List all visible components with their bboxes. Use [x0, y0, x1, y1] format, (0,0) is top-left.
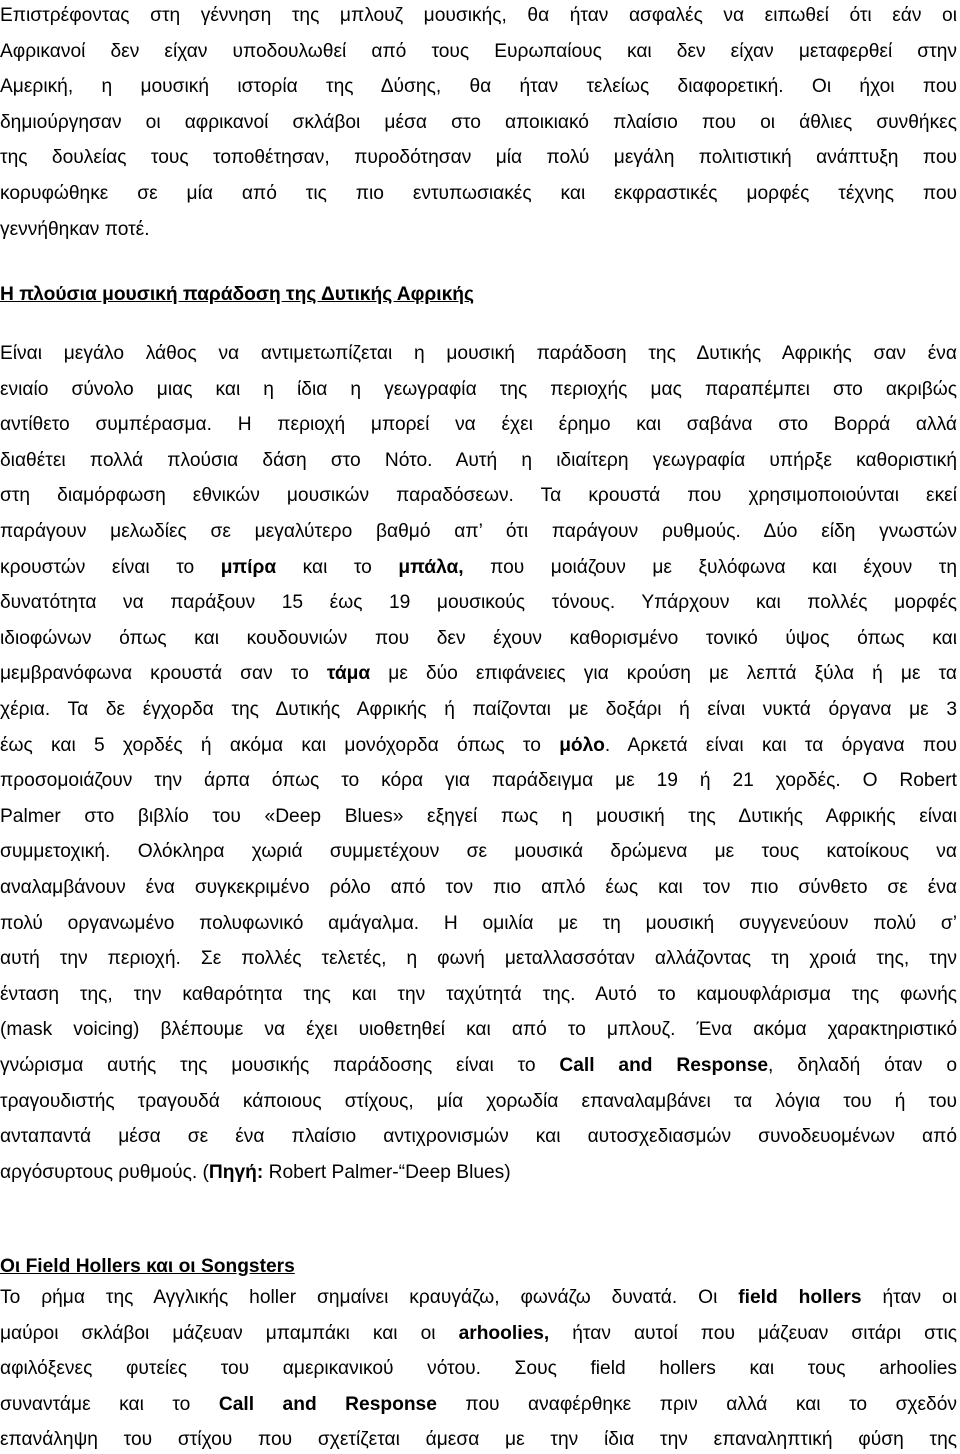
bold-term: Call and Response	[559, 1055, 769, 1076]
text-span: γνώρισμα αυτής της μουσικής παράδοσης είναι το	[0, 1055, 560, 1076]
text-span: αργόσυρτους ρυθμούς. (	[0, 1162, 209, 1183]
bold-term: μόλο	[559, 735, 605, 756]
text-span: συναντάμε και το	[0, 1394, 219, 1415]
text-line: αναλαμβάνουν ένα συγκεκριμένο ρόλο από τον πιο απλό έως και τον πιο σύνθετο σε ένα	[0, 877, 957, 898]
text-line: στη διαμόρφωση εθνικών μουσικών παραδόσεων. Τα κρουστά που χρησιμοποιούνται εκεί	[0, 485, 957, 506]
text-line: επανάληψη του στίχου που σχετίζεται άμεσα με την ίδια την επαναληπτική φύση της	[0, 1429, 957, 1450]
text-line	[0, 1322, 957, 1346]
text-line: παράγουν μελωδίες σε μεγαλύτερο βαθμό απ’ ότι παράγουν ρυθμούς. Δύο είδη γνωστών	[0, 521, 957, 542]
text-line	[0, 1054, 957, 1078]
text-line	[0, 662, 957, 686]
text-line: (mask voicing) βλέπουμε να έχει υιοθετηθεί και από το μπλουζ. Ένα ακόμα χαρακτηριστικό	[0, 1019, 957, 1040]
text-line: ιδιοφώνων όπως και κουδουνιών που δεν έχουν καθορισμένο τονικό ύψος όπως και	[0, 628, 957, 649]
text-line: αυτή την περιοχή. Σε πολλές τελετές, η φωνή μεταλλασσόταν αλλάζοντας τη χροιά της, την	[0, 948, 957, 969]
section-heading: Η πλούσια μουσική παράδοση της Δυτικής Αφρικής	[0, 284, 474, 305]
text-line: γεννήθηκαν ποτέ.	[0, 219, 150, 240]
text-line: διαθέτει πολλά πλούσια δάση στο Νότο. Αυτή η ιδιαίτερη γεωγραφία υπήρξε καθοριστική	[0, 450, 957, 471]
bold-term: Call and Response	[218, 1394, 437, 1415]
text-line: Επιστρέφοντας στη γέννηση της μπλουζ μουσικής, θα ήταν ασφαλές να ειπωθεί ότι εάν οι	[0, 5, 957, 26]
bold-term: Πηγή:	[208, 1162, 264, 1183]
text-span: , δηλαδή όταν ο	[768, 1055, 957, 1076]
text-line: Είναι μεγάλο λάθος να αντιμετωπίζεται η μουσική παράδοση της Δυτικής Αφρικής σαν ένα	[0, 343, 957, 364]
text-span: . Αρκετά είναι και τα όργανα που	[604, 735, 957, 756]
text-line: τραγουδιστής τραγουδά κάποιους στίχους, μία χορωδία επαναλαμβάνει τα λόγια του ή του	[0, 1091, 957, 1112]
text-line: ένταση της, την καθαρότητα της και την ταχύτητά της. Αυτό το καμουφλάρισμα της φωνής	[0, 984, 957, 1005]
text-line	[0, 1161, 957, 1185]
section-heading: Οι Field Hollers και οι Songsters	[0, 1256, 295, 1277]
text-span: που μοιάζουν με ξυλόφωνα και έχουν τη	[463, 557, 957, 578]
text-line: συμμετοχική. Ολόκληρα χωριά συμμετέχουν σε μουσικά δρώμενα με τους κατοίκους να	[0, 841, 957, 862]
text-span: ήταν οι	[861, 1287, 957, 1308]
text-line: Αμερική, η μουσική ιστορία της Δύσης, θα ήταν τελείως διαφορετική. Οι ήχοι που	[0, 76, 957, 97]
bold-term: μπάλα,	[398, 557, 464, 578]
text-span: έως και 5 χορδές ή ακόμα και μονόχορδα όπως το	[0, 735, 560, 756]
text-line: ενιαίο σύνολο μιας και η ίδια η γεωγραφία της περιοχής μας παραπέμπει στο ακριβώς	[0, 379, 957, 400]
text-span: μαύροι σκλάβοι μάζευαν μπαμπάκι και οι	[0, 1323, 459, 1344]
bold-term: τάμα	[326, 663, 371, 684]
text-line: αφιλόξενες φυτείες του αμερικανικού νότου. Σους field hollers και τους arhoolies	[0, 1358, 957, 1379]
text-span: Το ρήμα της Αγγλικής holler σημαίνει κραυγάζω, φωνάζω δυνατά. Οι	[0, 1287, 739, 1308]
text-line: προσομοιάζουν την άρπα όπως το κόρα για παράδειγμα με 19 ή 21 χορδές. Ο Robert	[0, 770, 957, 791]
text-line: δυνατότητα να παράξουν 15 έως 19 μουσικούς τόνους. Υπάρχουν και πολλές μορφές	[0, 592, 957, 613]
text-span: ήταν αυτοί που μάζευαν σιτάρι στις	[549, 1323, 957, 1344]
text-line: πολύ οργανωμένο πολυφωνικό αμάγαλμα. Η ομιλία με τη μουσική συγγενεύουν πολύ σ’	[0, 913, 957, 934]
text-span: και το	[276, 557, 399, 578]
bold-term: μπίρα	[220, 557, 277, 578]
text-span: με δύο επιφάνειες για κρούση με λεπτά ξύλα ή με τα	[370, 663, 957, 684]
text-span: που αναφέρθηκε πριν αλλά και το σχεδόν	[436, 1394, 957, 1415]
text-line: της δουλείας τους τοποθέτησαν, πυροδότησαν μία πολύ μεγάλη πολιτιστική ανάπτυξη που	[0, 147, 957, 168]
text-line	[0, 734, 957, 758]
text-span: κρουστών είναι το	[0, 557, 221, 578]
text-line	[0, 556, 957, 580]
bold-term: field hollers	[738, 1287, 862, 1308]
text-line: αντίθετο συμπέρασμα. Η περιοχή μπορεί να έχει έρημο και σαβάνα στο Βορρά αλλά	[0, 414, 957, 435]
text-line	[0, 1393, 957, 1417]
text-span: μεμβρανόφωνα κρουστά σαν το	[0, 663, 327, 684]
text-line: ανταπαντά μέσα σε ένα πλαίσιο αντιχρονισμών και αυτοσχεδιασμών συνοδευομένων από	[0, 1126, 957, 1147]
text-line	[0, 1286, 957, 1310]
text-line: Palmer στο βιβλίο του «Deep Blues» εξηγεί πως η μουσική της Δυτικής Αφρικής είναι	[0, 806, 957, 827]
text-line: δημιούργησαν οι αφρικανοί σκλάβοι μέσα στο αποικιακό πλαίσιο που οι άθλιες συνθήκες	[0, 112, 957, 133]
text-span: Robert Palmer-“Deep Blues)	[263, 1162, 511, 1183]
bold-term: arhoolies,	[458, 1323, 550, 1344]
text-line: Αφρικανοί δεν είχαν υποδουλωθεί από τους Ευρωπαίους και δεν είχαν μεταφερθεί στην	[0, 41, 957, 62]
text-line: χέρια. Τα δε έγχορδα της Δυτικής Αφρικής ή παίζονται με δοξάρι ή είναι νυκτά όργανα με 3	[0, 699, 957, 720]
text-line: κορυφώθηκε σε μία από τις πιο εντυπωσιακές και εκφραστικές μορφές τέχνης που	[0, 183, 957, 204]
